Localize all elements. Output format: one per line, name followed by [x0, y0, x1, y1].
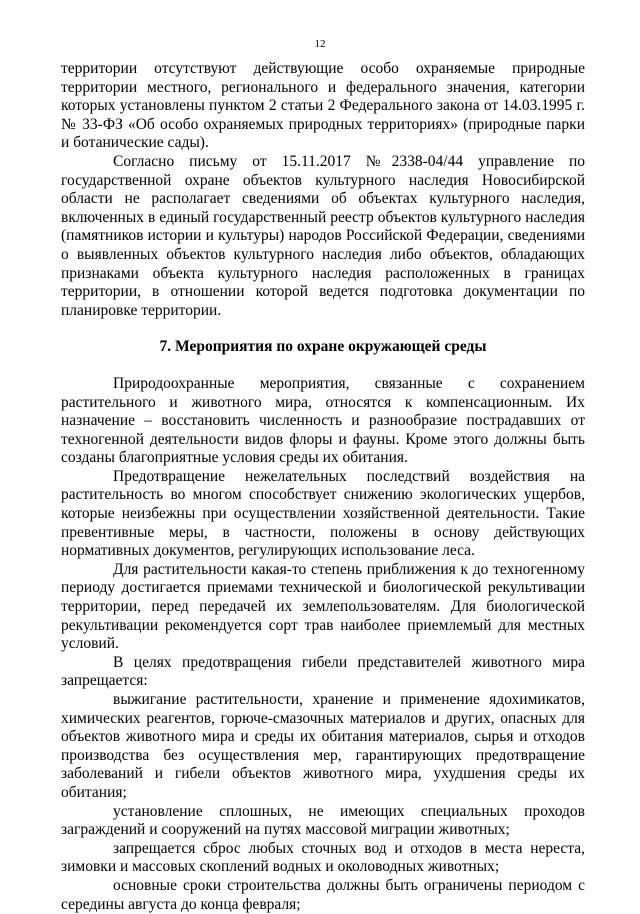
paragraph-8: основные сроки строительства должны быть ограничены периодом с середины августа до конца февраля; — [61, 876, 585, 913]
paragraph-5: выжигание растительности, хранение и применение ядохимикатов, химических реагентов, горюче-смазочных материалов и других, опасных для объектов животного мира и среды их обитания материалов, сырья и отходов производства без осуществления мер, гарантирующих предотвращение заболеваний и гибели объектов животного мира, ухудшения среды их обитания; — [61, 691, 585, 801]
paragraph-1: Природоохранные мероприятия, связанные с сохранением растительного и животного мира, относятся к компенсационным. Их назначение – восстановить численность и разнообразие пострадавших от техногенной деятельности видов флоры и фауны. Кроме этого должны быть созданы благоприятные условия среды их обитания. — [61, 374, 585, 467]
paragraph-2: Предотвращение нежелательных последствий воздействия на растительность во многом способствует снижению экологических ущербов, которые неизбежны при осуществлении хозяйственной деятельности. Такие превентивные меры, в частности, положены в основу действующих нормативных документов, регулирующих использование леса. — [61, 467, 585, 560]
paragraph-4: В целях предотвращения гибели представителей животного мира запрещается: — [61, 653, 585, 690]
page-number: 12 — [314, 38, 326, 50]
document-body — [61, 60, 585, 914]
paragraph-6: установление сплошных, не имеющих специальных проходов заграждений и сооружений на путях массовой миграции животных; — [61, 802, 585, 839]
intro-paragraph-2: Согласно письму от 15.11.2017 №2338-04/44 управление по государственной охране объектов культурного наследия Новосибирской области не располагает сведениями об объектах культурного наследия, включенных в единый государственный реестр объектов культурного наследия (памятников истории и культуры) народов Российской Федерации, сведениями о выявленных объектов культурного наследия либо объектов, обладающих признаками объекта культурного наследия расположенных в границах территории, в отношении которой ведется подготовка документации по планировке территории. — [61, 152, 585, 319]
intro-paragraph-1: территории отсутствуют действующие особо охраняемые природные территории местного, регионального и федерального значения, категории которых установлены пунктом 2 статьи 2 Федерального закона от 14.03.1995 г. № 33-ФЗ «Об особо охраняемых природных территориях» (природные парки и ботанические сады). — [61, 60, 585, 152]
paragraph-3: Для растительности какая-то степень приближения к до техногенному периоду достигается приемами технической и биологической рекультивации территории, перед передачей их землепользователям. Для биологической рекультивации рекомендуется сорт трав наиболее приемлемый для местных условий. — [61, 560, 585, 653]
paragraph-7: запрещается сброс любых сточных вод и отходов в места нереста, зимовки и массовых скоплений водных и околоводных животных; — [61, 839, 585, 876]
section-title: 7. Мероприятия по охране окружающей среды — [159, 338, 487, 356]
